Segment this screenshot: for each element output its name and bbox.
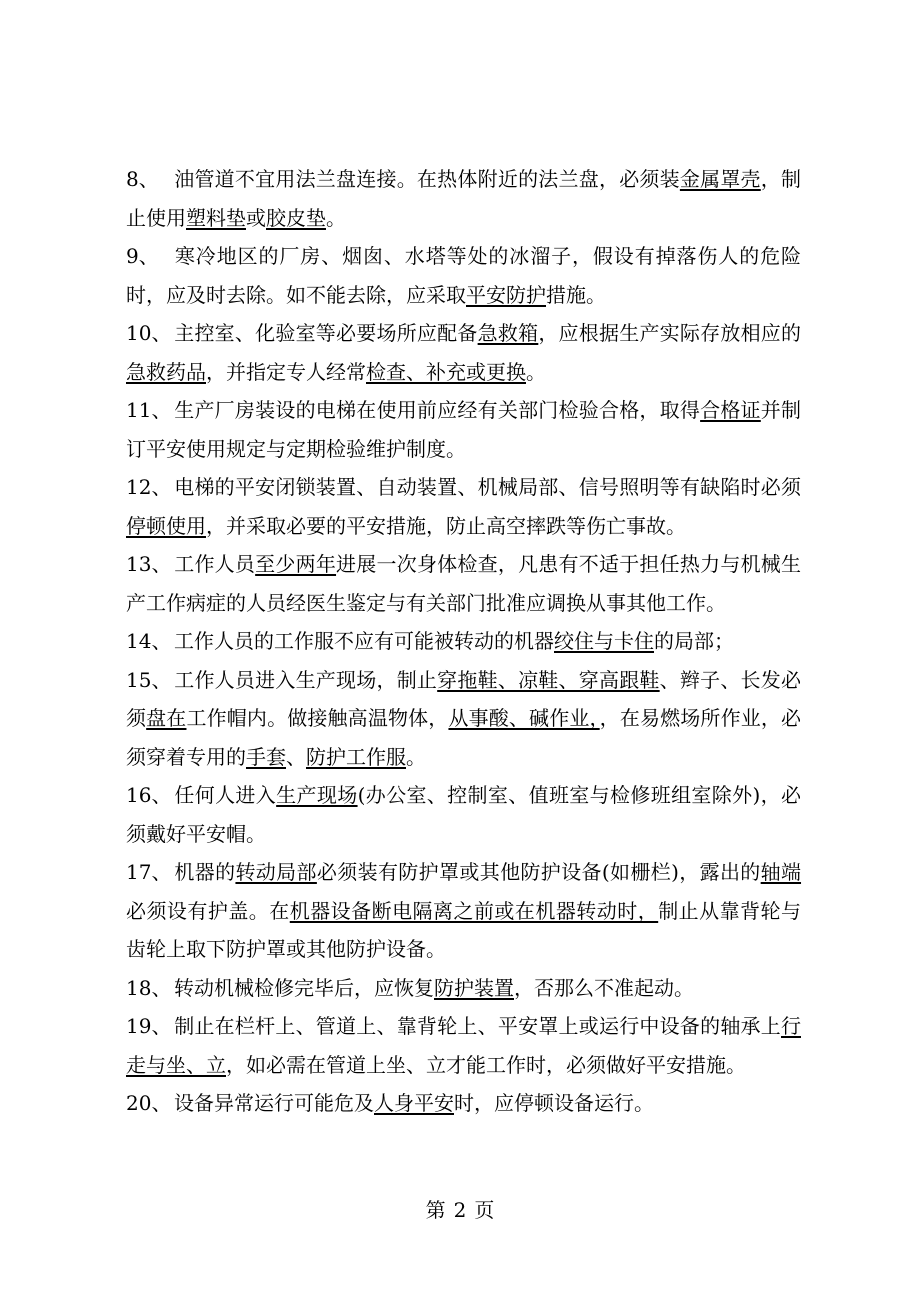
item-text: 制止从靠背轮与齿轮上取下防护罩或其他防护设备。: [126, 898, 801, 961]
item-text: 转动机械检修完毕后，应恢复: [174, 975, 434, 1000]
item-text: 的局部；: [654, 629, 734, 653]
item-text: (办公室、控制室、值班室与检修班组室除外)，必须戴好平安帽。: [126, 783, 802, 846]
item-text: 并制订平安使用规定与定期检验维护制度。: [126, 398, 802, 461]
item-text: 必须设有护盖。在: [126, 898, 290, 923]
item-text: 工作人员进入生产现场，制止: [174, 667, 438, 692]
item-text: 措施。: [546, 282, 606, 307]
item-text: 或: [246, 205, 266, 230]
underlined-term: 平安防护: [466, 282, 546, 307]
item-text: 任何人进入: [174, 783, 277, 807]
list-item: [126, 776, 801, 853]
list-item: [126, 391, 801, 468]
item-text: 工作人员的工作服不应有可能被转动的机器: [174, 629, 554, 653]
underlined-term: 防护工作服: [306, 744, 406, 769]
item-text: 工作人员: [174, 552, 256, 576]
item-number: 17、: [126, 860, 172, 884]
item-number: 9、: [126, 244, 159, 268]
item-number: 19、: [126, 1014, 172, 1038]
list-item: [126, 545, 801, 622]
item-number: 20、: [126, 1091, 172, 1115]
underlined-term: 防护装置: [434, 975, 514, 1000]
list-item: [126, 237, 801, 314]
document-body: [126, 160, 801, 1123]
item-number: 8、: [126, 167, 159, 191]
item-text: 设备异常运行可能危及: [174, 1091, 374, 1115]
item-text: 。: [326, 205, 346, 230]
list-item: [126, 1084, 801, 1123]
item-text: 油管道不宜用法兰盘连接。在热体附近的法兰盘，必须装: [174, 167, 680, 191]
item-text: 时，应停顿设备运行。: [454, 1091, 654, 1115]
item-number: 13、: [126, 552, 172, 576]
list-item: [126, 622, 801, 661]
underlined-term: 至少两年: [255, 552, 337, 576]
item-text: 电梯的平安闭锁装置、自动装置、机械局部、信号照明等有缺陷时必须: [174, 475, 801, 499]
item-text: ，否那么不准起动。: [514, 975, 694, 1000]
item-text: 工作帽内。做接触高温物体，: [186, 706, 449, 730]
underlined-term: 从事酸、碱作业，: [448, 706, 600, 730]
item-text: 。: [526, 359, 546, 384]
underlined-term: 盘在: [146, 706, 187, 730]
item-text: 生产厂房装设的电梯在使用前应经有关部门检验合格，取得: [174, 398, 701, 422]
underlined-term: 金属罩壳: [679, 167, 761, 191]
item-text: ，制止使用: [126, 167, 802, 230]
item-text: 制止在栏杆上、管道上、靠背轮上、平安罩上或运行中设备的轴承上: [174, 1014, 781, 1038]
item-text: 必须装有防护罩或其他防护设备(如栅栏)，露出的: [316, 860, 761, 884]
item-text: ，在易燃场所作业，必须穿着专用的: [126, 706, 802, 769]
underlined-term: 轴端: [760, 860, 802, 884]
item-number: 11、: [126, 398, 172, 422]
underlined-term: 塑料垫: [186, 205, 246, 230]
item-text: ，并采取必要的平安措施，防止高空摔跌等伤亡事故。: [206, 513, 686, 538]
list-item: [126, 853, 801, 969]
item-number: 15、: [126, 667, 172, 692]
item-text: ，如必需在管道上坐、立才能工作时，必须做好平安措施。: [226, 1052, 746, 1077]
underlined-term: 转动局部: [235, 860, 317, 884]
item-number: 12、: [126, 475, 172, 499]
item-number: 18、: [126, 975, 172, 1000]
list-item: [126, 160, 801, 237]
item-number: 16、: [126, 783, 172, 807]
underlined-term: 穿拖鞋、凉鞋、穿高跟鞋: [437, 667, 660, 692]
list-item: [126, 468, 801, 545]
list-item: [126, 1007, 801, 1084]
underlined-term: 生产现场: [276, 783, 358, 807]
list-item: [126, 314, 801, 391]
underlined-term: 绞住与卡住: [554, 629, 654, 653]
underlined-term: 人身平安: [374, 1091, 454, 1115]
footer-prefix: 第: [425, 1198, 446, 1222]
underlined-term: 合格证: [700, 398, 761, 422]
item-text: 寒冷地区的厂房、烟囱、水塔等处的冰溜子，假设有掉落伤人的危险时，应及时去除。如不能去除，应采取: [126, 244, 801, 307]
page-number: 2: [453, 1198, 467, 1222]
page-footer: [0, 1194, 920, 1223]
underlined-term: 手套: [246, 744, 286, 769]
item-number: 14、: [126, 629, 172, 653]
item-text: 。: [406, 744, 426, 769]
item-number: 10、: [126, 321, 172, 345]
underlined-term: 行走与坐、立: [126, 1014, 801, 1077]
underlined-term: 停顿使用: [126, 513, 206, 538]
item-text: ，应根据生产实际存放相应的: [538, 321, 802, 345]
item-text: 、辫子、长发必须: [126, 667, 802, 730]
list-item: [126, 969, 801, 1008]
item-text: 、: [286, 744, 306, 769]
underlined-term: 急救箱: [477, 321, 539, 345]
item-text: 机器的: [174, 860, 236, 884]
underlined-term: 机器设备断电隔离之前或在机器转动时，: [289, 898, 659, 923]
underlined-term: 急救药品: [126, 359, 206, 384]
list-item: [126, 661, 801, 777]
item-text: ，并指定专人经常: [206, 359, 366, 384]
item-text: 进展一次身体检查，凡患有不适于担任热力与机械生产工作病症的人员经医生鉴定与有关部门批准应调换从事其他工作。: [126, 552, 802, 615]
footer-suffix: 页: [474, 1198, 495, 1222]
underlined-term: 检查、补充或更换: [366, 359, 526, 384]
underlined-term: 胶皮垫: [266, 205, 326, 230]
item-text: 主控室、化验室等必要场所应配备: [174, 321, 478, 345]
